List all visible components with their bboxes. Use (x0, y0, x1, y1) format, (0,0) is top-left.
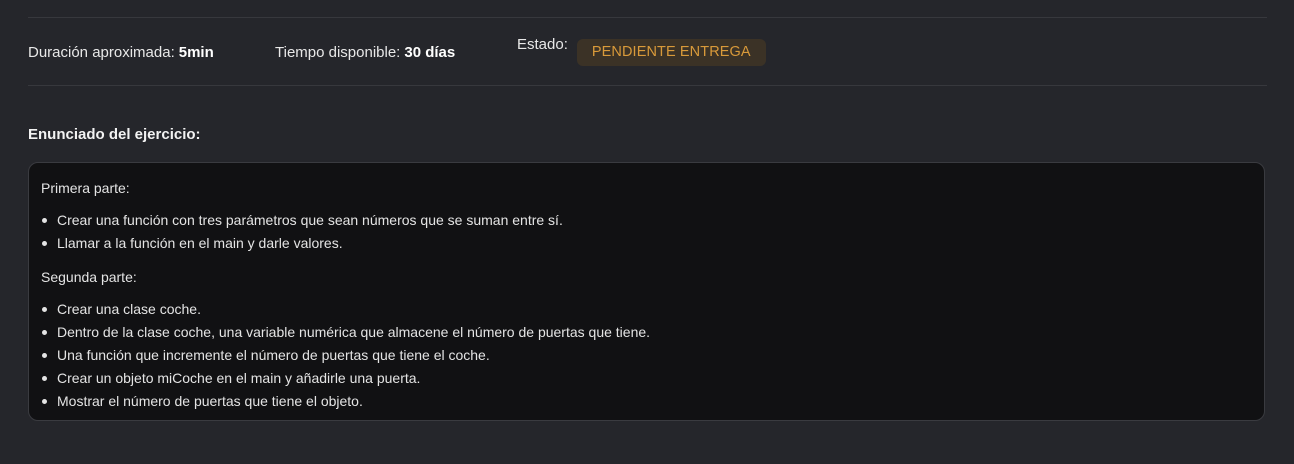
section-divider (28, 85, 1267, 86)
list-item (41, 367, 1252, 390)
list-item (41, 344, 1252, 367)
list-item (41, 390, 1252, 413)
list-item-text: Crear un objeto miCoche en el main y añadirle una puerta. (57, 370, 421, 386)
list-item (41, 209, 1252, 232)
exercise-meta-row (28, 35, 766, 66)
bullet-icon (42, 241, 47, 246)
bullet-icon (42, 330, 47, 335)
status-badge: PENDIENTE ENTREGA (577, 39, 766, 66)
statement-title: Enunciado del ejercicio: (28, 126, 201, 143)
bullet-icon (42, 218, 47, 223)
bullet-icon (42, 307, 47, 312)
list-item-text: Mostrar el número de puertas que tiene el objeto. (57, 393, 363, 409)
duration-label: Duración aproximada: (28, 43, 175, 61)
list-item (41, 298, 1252, 321)
available-time-info (275, 44, 517, 61)
list-item-text: Una función que incremente el número de puertas que tiene el coche. (57, 347, 490, 363)
duration-info (28, 44, 275, 61)
list-item-text: Dentro de la clase coche, una variable numérica que almacene el número de puertas que tiene. (57, 324, 651, 340)
status-info (517, 35, 766, 66)
bullet-icon (42, 399, 47, 404)
list-item (41, 321, 1252, 344)
status-label: Estado: (517, 35, 568, 53)
part2-heading: Segunda parte: (41, 269, 137, 285)
list-item (41, 232, 1252, 255)
bullet-icon (42, 353, 47, 358)
list-item-text: Crear una clase coche. (57, 301, 201, 317)
bullet-icon (42, 376, 47, 381)
part2-list (41, 298, 1252, 413)
statement-box (28, 162, 1265, 421)
part1-heading: Primera parte: (41, 180, 130, 196)
list-item-text: Crear una función con tres parámetros que sean números que se suman entre sí. (57, 212, 563, 228)
duration-value: 5min (178, 43, 214, 61)
part1-list (41, 209, 1252, 255)
list-item-text: Llamar a la función en el main y darle valores. (57, 235, 343, 251)
top-divider (28, 17, 1267, 18)
available-time-label: Tiempo disponible: (275, 43, 401, 61)
available-time-value: 30 días (404, 43, 456, 61)
